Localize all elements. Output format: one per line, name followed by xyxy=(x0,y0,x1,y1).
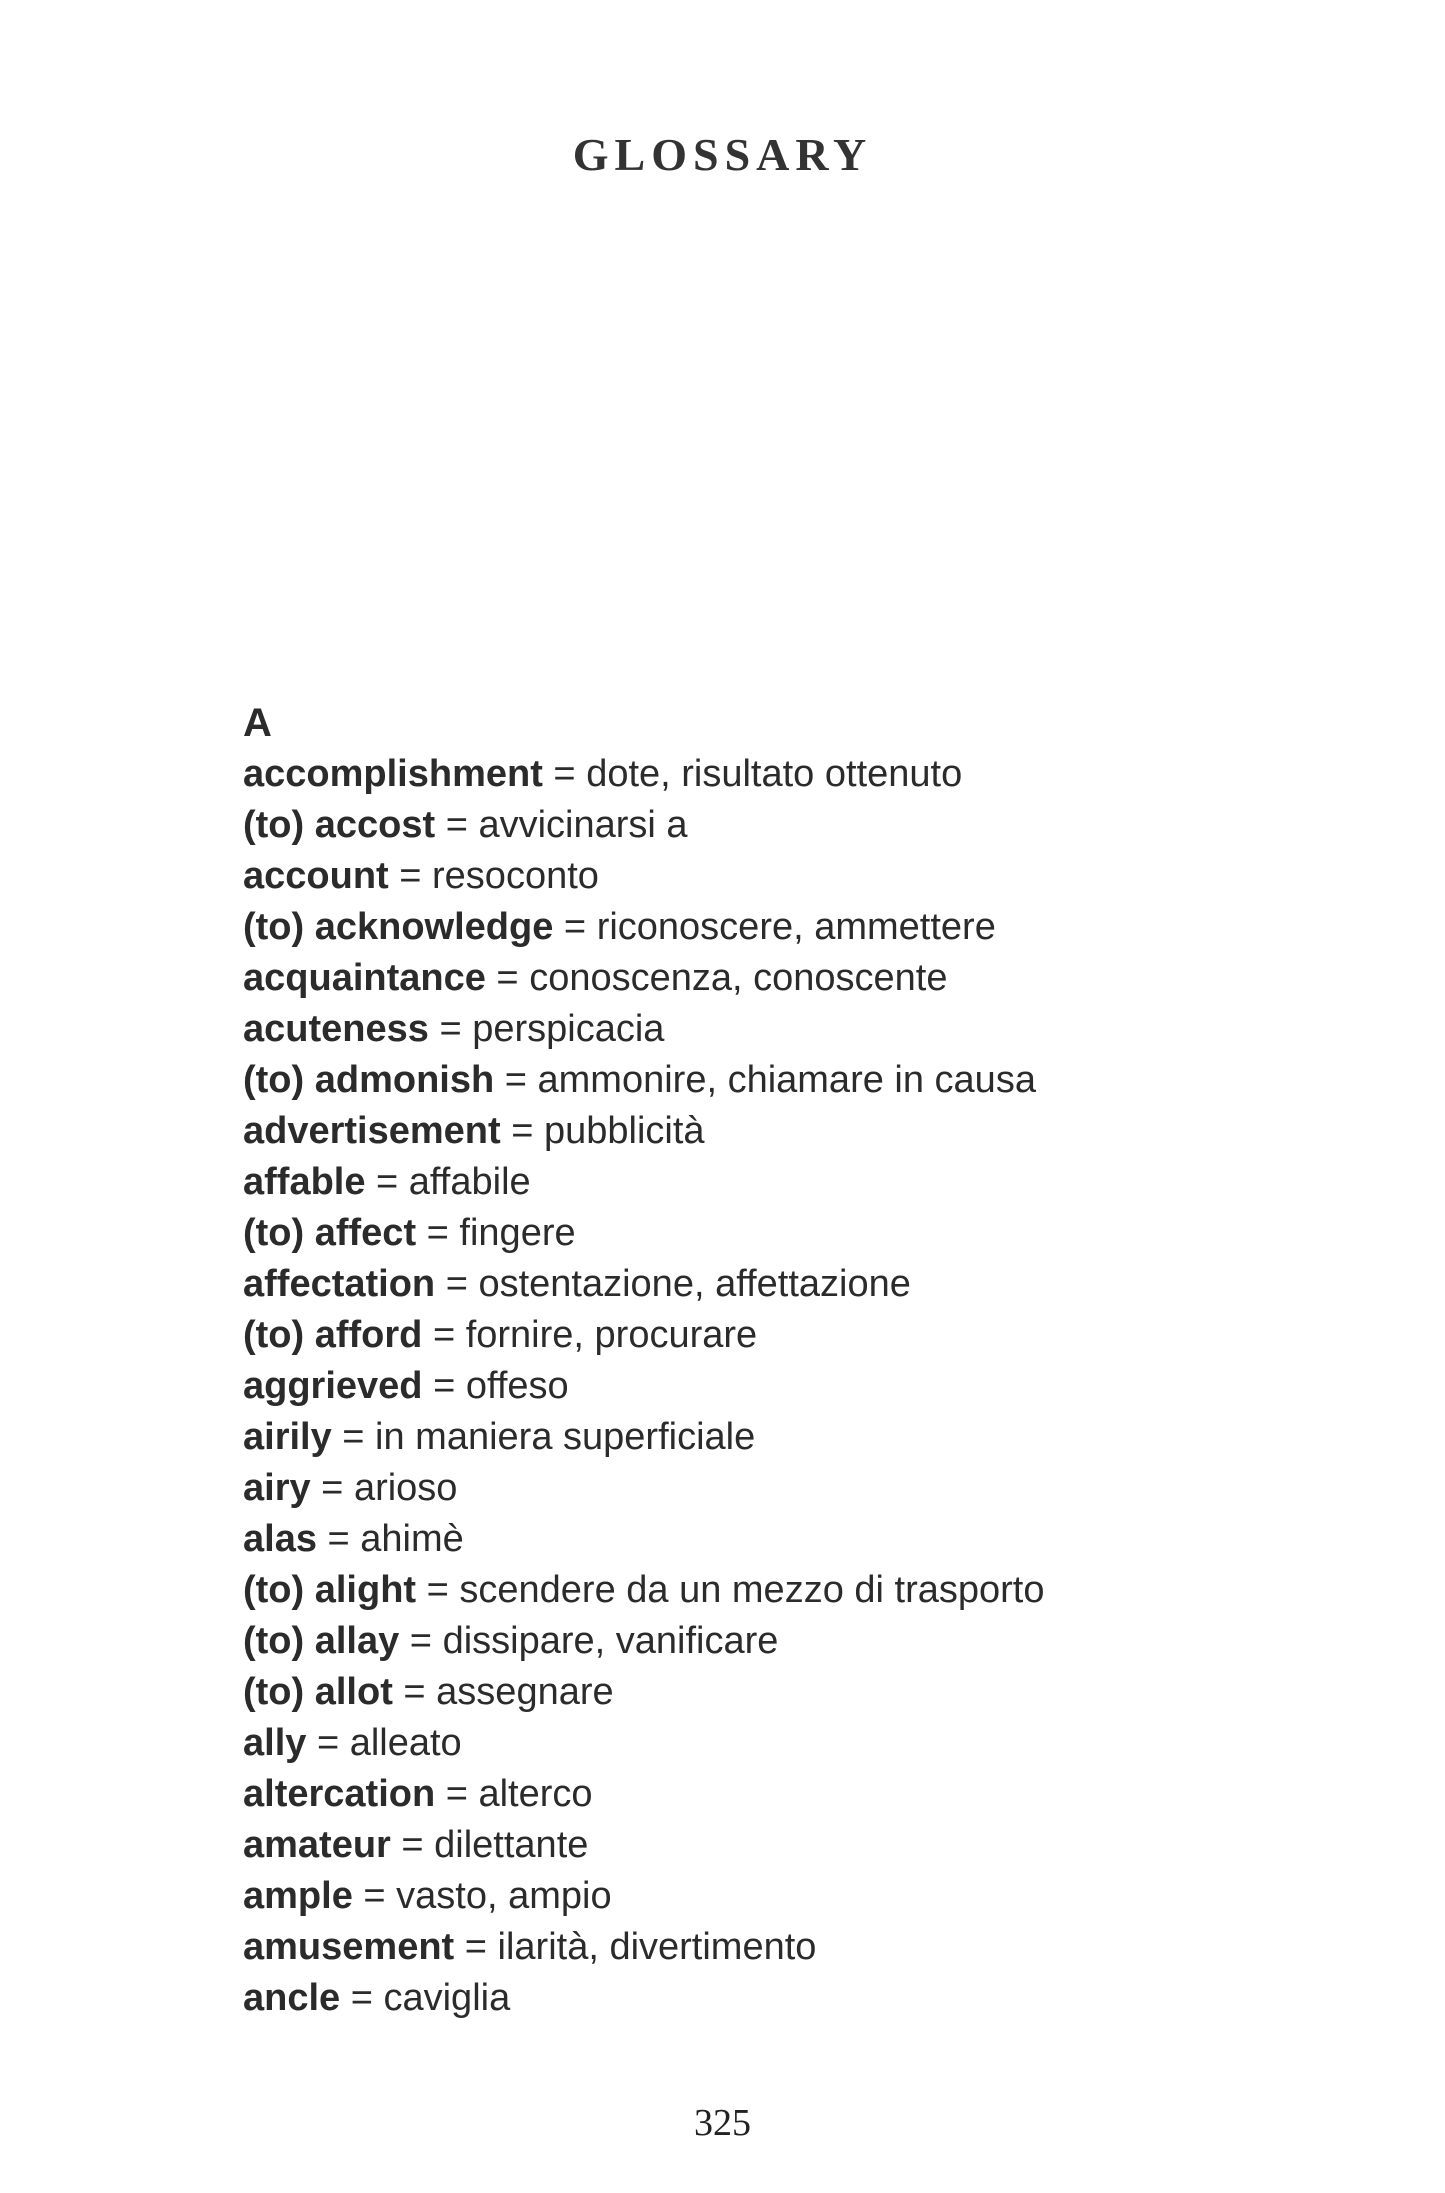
glossary-entries xyxy=(243,749,1305,2024)
entry-definition: resoconto xyxy=(432,855,599,897)
entry-definition: fingere xyxy=(459,1212,576,1254)
entry-term: altercation xyxy=(243,1773,436,1815)
entry-separator: = xyxy=(435,1773,479,1815)
glossary-entry xyxy=(243,1667,1305,1718)
entry-separator: = xyxy=(416,1212,460,1254)
entry-separator: = xyxy=(316,1518,361,1560)
glossary-entry xyxy=(243,1514,1305,1565)
glossary-entry xyxy=(243,1769,1305,1820)
entry-term: amusement xyxy=(243,1926,455,1968)
entry-term: (to) allot xyxy=(243,1671,393,1713)
glossary-entry xyxy=(243,749,1305,800)
entry-definition: caviglia xyxy=(383,1977,511,2019)
entry-definition: affabile xyxy=(408,1161,531,1203)
entry-term: affable xyxy=(243,1161,366,1203)
entry-separator: = xyxy=(352,1875,397,1917)
glossary-entry xyxy=(243,1565,1305,1616)
entry-separator: = xyxy=(494,1059,538,1101)
entry-term: ample xyxy=(243,1875,353,1917)
entry-term: aggrieved xyxy=(243,1365,423,1407)
glossary-entry xyxy=(243,1361,1305,1412)
entry-definition: dissipare, vanificare xyxy=(442,1620,779,1662)
entry-term: alas xyxy=(243,1518,317,1560)
entry-term: acuteness xyxy=(243,1008,429,1050)
entry-separator: = xyxy=(500,1110,544,1152)
entry-separator: = xyxy=(390,1824,435,1866)
page-number: 325 xyxy=(694,2102,751,2144)
glossary-entry xyxy=(243,953,1305,1004)
entry-term: (to) affect xyxy=(243,1212,417,1254)
entry-term: (to) alight xyxy=(243,1569,417,1611)
entry-term: airy xyxy=(243,1467,311,1509)
glossary-entry xyxy=(243,1463,1305,1514)
entry-term: account xyxy=(243,855,389,897)
glossary-entry xyxy=(243,1208,1305,1259)
entry-term: accomplishment xyxy=(243,753,543,795)
entry-definition: alterco xyxy=(478,1773,593,1815)
glossary-entry xyxy=(243,1106,1305,1157)
entry-definition: scendere da un mezzo di trasporto xyxy=(459,1569,1045,1611)
entry-separator: = xyxy=(392,1671,437,1713)
glossary-content xyxy=(243,698,1305,2024)
glossary-entry xyxy=(243,1157,1305,1208)
glossary-entry xyxy=(243,1973,1305,2024)
entry-separator: = xyxy=(365,1161,409,1203)
entry-term: (to) acknowledge xyxy=(243,906,554,948)
glossary-entry xyxy=(243,851,1305,902)
glossary-entry xyxy=(243,1718,1305,1769)
entry-term: amateur xyxy=(243,1824,391,1866)
entry-definition: avvicinarsi a xyxy=(478,804,688,846)
entry-term: (to) afford xyxy=(243,1314,423,1356)
glossary-entry xyxy=(243,800,1305,851)
entry-separator: = xyxy=(306,1722,350,1764)
entry-term: (to) admonish xyxy=(243,1059,495,1101)
entry-separator: = xyxy=(416,1569,460,1611)
entry-term: affectation xyxy=(243,1263,436,1305)
entry-definition: in maniera superficiale xyxy=(375,1416,756,1458)
page-title: GLOSSARY xyxy=(572,129,873,180)
glossary-entry xyxy=(243,902,1305,953)
entry-separator: = xyxy=(553,906,597,948)
section-letter: A xyxy=(243,701,272,745)
glossary-entry xyxy=(243,1310,1305,1361)
glossary-entry xyxy=(243,1259,1305,1310)
glossary-entry xyxy=(243,1820,1305,1871)
entry-definition: vasto, ampio xyxy=(396,1875,612,1917)
glossary-entry xyxy=(243,1871,1305,1922)
entry-separator: = xyxy=(388,855,433,897)
entry-term: ancle xyxy=(243,1977,341,2019)
entry-separator: = xyxy=(435,1263,479,1305)
entry-definition: pubblicità xyxy=(543,1110,705,1152)
entry-definition: offeso xyxy=(465,1365,569,1407)
entry-definition: ilarità, divertimento xyxy=(497,1926,817,1968)
entry-definition: ahimè xyxy=(360,1518,464,1560)
entry-term: acquaintance xyxy=(243,957,486,999)
entry-separator: = xyxy=(310,1467,354,1509)
entry-definition: dilettante xyxy=(434,1824,589,1866)
entry-term: airily xyxy=(243,1416,332,1458)
entry-definition: ostentazione, affettazione xyxy=(478,1263,911,1305)
glossary-entry xyxy=(243,1616,1305,1667)
entry-separator: = xyxy=(399,1620,443,1662)
entry-definition: ammonire, chiamare in causa xyxy=(537,1059,1036,1101)
entry-separator: = xyxy=(428,1008,473,1050)
entry-definition: riconoscere, ammettere xyxy=(596,906,996,948)
entry-term: (to) accost xyxy=(243,804,436,846)
entry-definition: perspicacia xyxy=(472,1008,665,1050)
entry-separator: = xyxy=(422,1314,466,1356)
entry-definition: arioso xyxy=(353,1467,458,1509)
entry-definition: alleato xyxy=(349,1722,462,1764)
entry-separator: = xyxy=(331,1416,376,1458)
entry-definition: conoscenza, conoscente xyxy=(529,957,948,999)
entry-term: advertisement xyxy=(243,1110,501,1152)
entry-separator: = xyxy=(454,1926,498,1968)
entry-definition: dote, risultato ottenuto xyxy=(586,753,963,795)
entry-term: ally xyxy=(243,1722,307,1764)
entry-separator: = xyxy=(485,957,530,999)
glossary-entry xyxy=(243,1922,1305,1973)
entry-definition: assegnare xyxy=(436,1671,614,1713)
entry-definition: fornire, procurare xyxy=(465,1314,758,1356)
entry-separator: = xyxy=(422,1365,466,1407)
entry-separator: = xyxy=(340,1977,384,2019)
glossary-entry xyxy=(243,1412,1305,1463)
entry-separator: = xyxy=(542,753,587,795)
glossary-entry xyxy=(243,1004,1305,1055)
glossary-entry xyxy=(243,1055,1305,1106)
entry-term: (to) allay xyxy=(243,1620,400,1662)
entry-separator: = xyxy=(435,804,479,846)
